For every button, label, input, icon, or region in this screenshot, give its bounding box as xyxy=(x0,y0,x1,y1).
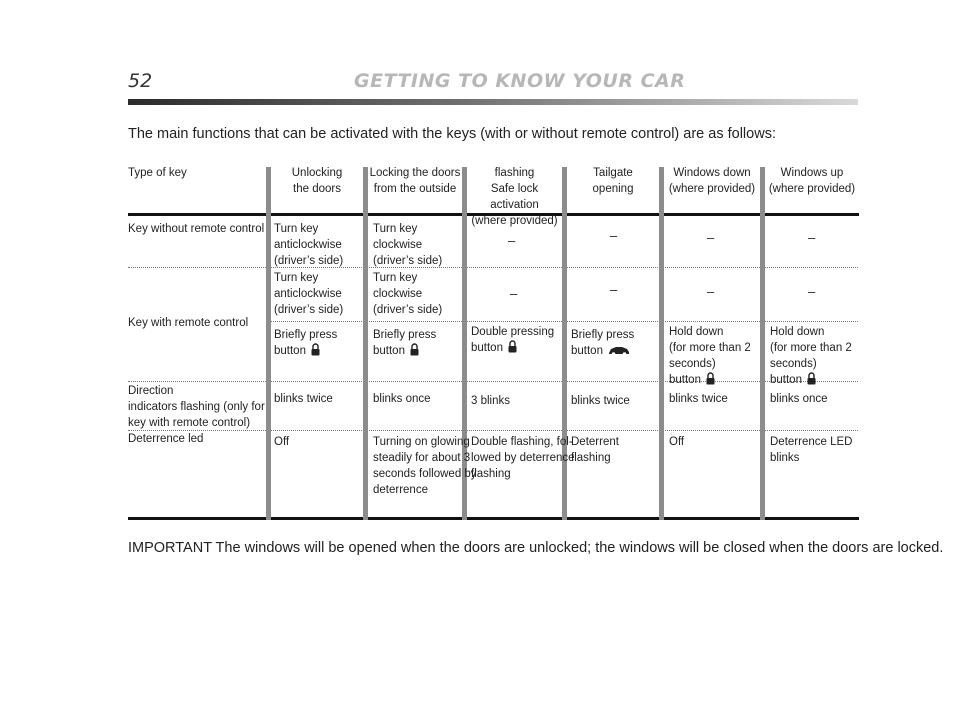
cell-led-tailgate: Deterrent flashing xyxy=(571,436,619,464)
cell-no-remote-unlock: Turn key anticlockwise (driver’s side) xyxy=(274,223,344,267)
cell-led-flash: Double flashing, fol- lowed by deterrence flashing xyxy=(471,436,575,480)
cell-remote-key-lock: Turn key clockwise (driver’s side) xyxy=(373,272,443,316)
lock-icon xyxy=(807,372,816,385)
lock-icon xyxy=(311,343,320,356)
cell-no-remote-win-up: – xyxy=(808,230,816,245)
cell-remote-key-tailgate: – xyxy=(610,282,618,297)
cell-remote-btn-tailgate: Briefly press button xyxy=(571,329,635,357)
lock-icon xyxy=(508,340,517,353)
row-divider xyxy=(128,267,858,268)
column-header-windows-down: Windows down (where provided) xyxy=(668,167,756,195)
cell-led-win-up: Deterrence LED blinks xyxy=(770,436,853,464)
cell-remote-btn-unlock: Briefly press button xyxy=(274,329,338,357)
cell-direction-unlock: blinks twice xyxy=(274,393,333,405)
cell-led-lock: Turning on glowing steadily for about 3 seconds followed by deterrence xyxy=(373,436,477,496)
car-icon xyxy=(608,344,630,356)
section-title: GETTING TO KNOW YOUR CAR xyxy=(354,70,686,92)
cell-remote-key-flash: – xyxy=(510,286,518,301)
cell-remote-key-win-down: – xyxy=(707,284,715,299)
column-divider xyxy=(659,167,664,520)
column-divider xyxy=(266,167,271,520)
header-gradient-bar xyxy=(128,99,858,105)
cell-led-win-down: Off xyxy=(669,436,685,448)
column-header-unlocking: Unlocking the doors xyxy=(291,167,343,195)
cell-remote-key-unlock: Turn key anticlockwise (driver’s side) xyxy=(274,272,344,316)
column-divider xyxy=(363,167,368,520)
row-label-with-remote: Key with remote control xyxy=(128,317,249,329)
important-note: IMPORTANT The windows will be opened when the doors are unlocked; the windows will be closed when the doors are locked. xyxy=(128,540,944,556)
intro-text: The main functions that can be activated with the keys (with or without remote control) are as follows: xyxy=(128,126,776,142)
cell-remote-key-win-up: – xyxy=(808,284,816,299)
column-header-windows-up: Windows up (where provided) xyxy=(768,167,856,195)
cell-led-unlock: Off xyxy=(274,436,290,448)
cell-direction-lock: blinks once xyxy=(373,393,431,405)
row-label-deterrence: Deterrence led xyxy=(128,433,204,445)
column-header-locking: Locking the doors from the outside xyxy=(369,167,461,195)
row-label-direction: Direction indicators flashing (only for key with remote control) xyxy=(128,385,265,429)
cell-direction-win-down: blinks twice xyxy=(669,393,728,405)
cell-remote-btn-win-down: Hold down (for more than 2 seconds) button xyxy=(669,326,751,386)
page-number: 52 xyxy=(128,70,153,92)
column-divider xyxy=(760,167,765,520)
cell-direction-win-up: blinks once xyxy=(770,393,828,405)
row-label-no-remote: Key without remote control xyxy=(128,223,265,235)
cell-remote-btn-win-up: Hold down (for more than 2 seconds) button xyxy=(770,326,852,386)
column-header-flashing: flashing Safe lock activation (where provided) xyxy=(471,167,558,227)
column-header-tailgate: Tailgate opening xyxy=(592,167,634,195)
column-header-type: Type of key xyxy=(128,167,187,179)
cell-remote-btn-lock: Briefly press button xyxy=(373,329,437,357)
table-bottom-rule xyxy=(128,517,859,520)
lock-icon xyxy=(410,343,419,356)
lock-icon xyxy=(706,372,715,385)
cell-direction-tailgate: blinks twice xyxy=(571,395,630,407)
cell-no-remote-flash: – xyxy=(508,233,516,248)
cell-remote-btn-flash: Double pressing button xyxy=(471,326,555,354)
cell-no-remote-tailgate: – xyxy=(610,228,618,243)
cell-no-remote-lock: Turn key clockwise (driver’s side) xyxy=(373,223,443,267)
cell-direction-flash: 3 blinks xyxy=(471,395,510,407)
cell-no-remote-win-down: – xyxy=(707,230,715,245)
